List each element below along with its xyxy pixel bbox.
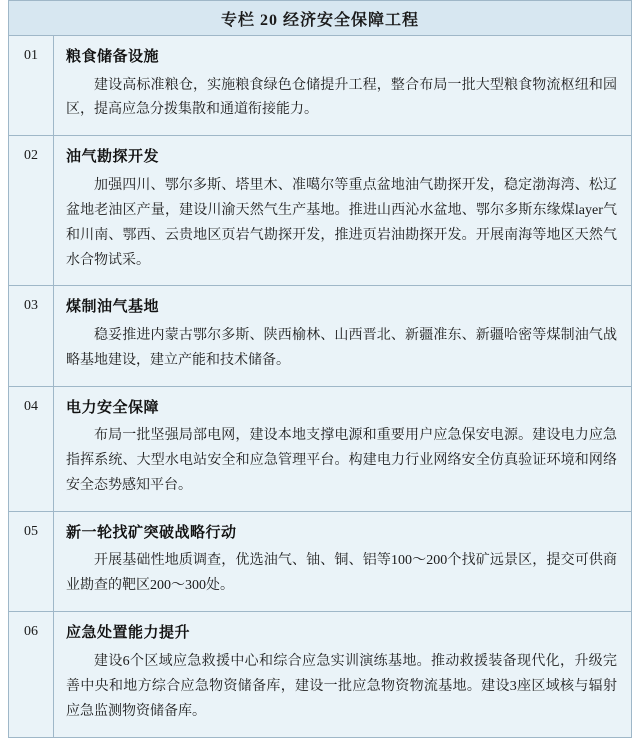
item-heading: 煤制油气基地: [66, 299, 160, 316]
table-row: [9, 512, 631, 612]
item-heading: 粮食储备设施: [66, 49, 160, 65]
row-number: 05: [9, 512, 54, 611]
item-body: 建设6个区域应急救援中心和综合应急实训演练基地。推动救援装备现代化，升级完善中央和地方综合应急物资储备库，建设一批应急物资物流基地。建设3座区域核与辐射应急监测物资储备库。: [66, 653, 617, 719]
table-row: [9, 136, 631, 286]
item-heading: 油气勘探开发: [66, 149, 160, 166]
row-number: 04: [9, 387, 54, 511]
row-number: 02: [9, 136, 54, 285]
row-content: [54, 387, 631, 511]
row-content: [54, 612, 631, 736]
callout-title-bar: [9, 1, 631, 36]
item-heading: 新一轮找矿突破战略行动: [66, 524, 237, 541]
table-row: [9, 36, 631, 136]
row-number: 03: [9, 286, 54, 385]
item-heading: 应急处置能力提升: [66, 625, 191, 642]
item-body: 加强四川、鄂尔多斯、塔里木、准噶尔等重点盆地油气勘探开发，稳定渤海湾、松辽盆地老油区产量，建设川渝天然气生产基地。推进山西沁水盆地、鄂尔多斯东缘煤layer气和川南、鄂西、云贵地区页岩气勘探开发，推进页岩油勘探开发。开展南海等地区天然气水合物试采。: [66, 177, 617, 268]
row-content: [54, 512, 631, 611]
item-body: 建设高标准粮仓，实施粮食绿色仓储提升工程，整合布局一批大型粮食物流枢纽和园区，提高应急分拨集散和通道衔接能力。: [66, 77, 617, 118]
row-content: [54, 136, 631, 285]
page-title: 专栏 20 经济安全保障工程: [220, 11, 419, 29]
callout-box-container: [8, 0, 632, 738]
row-content: [54, 36, 631, 135]
table-row: [9, 612, 631, 736]
item-heading: 电力安全保障: [66, 399, 160, 416]
item-body: 稳妥推进内蒙古鄂尔多斯、陕西榆林、山西晋北、新疆准东、新疆哈密等煤制油气战略基地建设，建立产能和技术储备。: [66, 327, 617, 368]
table-row: [9, 387, 631, 512]
item-body: 开展基础性地质调查，优选油气、铀、铜、铝等100～200个找矿远景区，提交可供商业勘查的靶区200～300处。: [66, 553, 617, 594]
row-number: 01: [9, 36, 54, 135]
table-row: [9, 286, 631, 386]
item-body: 布局一批坚强局部电网，建设本地支撑电源和重要用户应急保安电源。建设电力应急指挥系统、大型水电站安全和应急管理平台。构建电力行业网络安全仿真验证环境和网络安全态势感知平台。: [66, 428, 617, 494]
row-number: 06: [9, 612, 54, 736]
row-content: [54, 286, 631, 385]
